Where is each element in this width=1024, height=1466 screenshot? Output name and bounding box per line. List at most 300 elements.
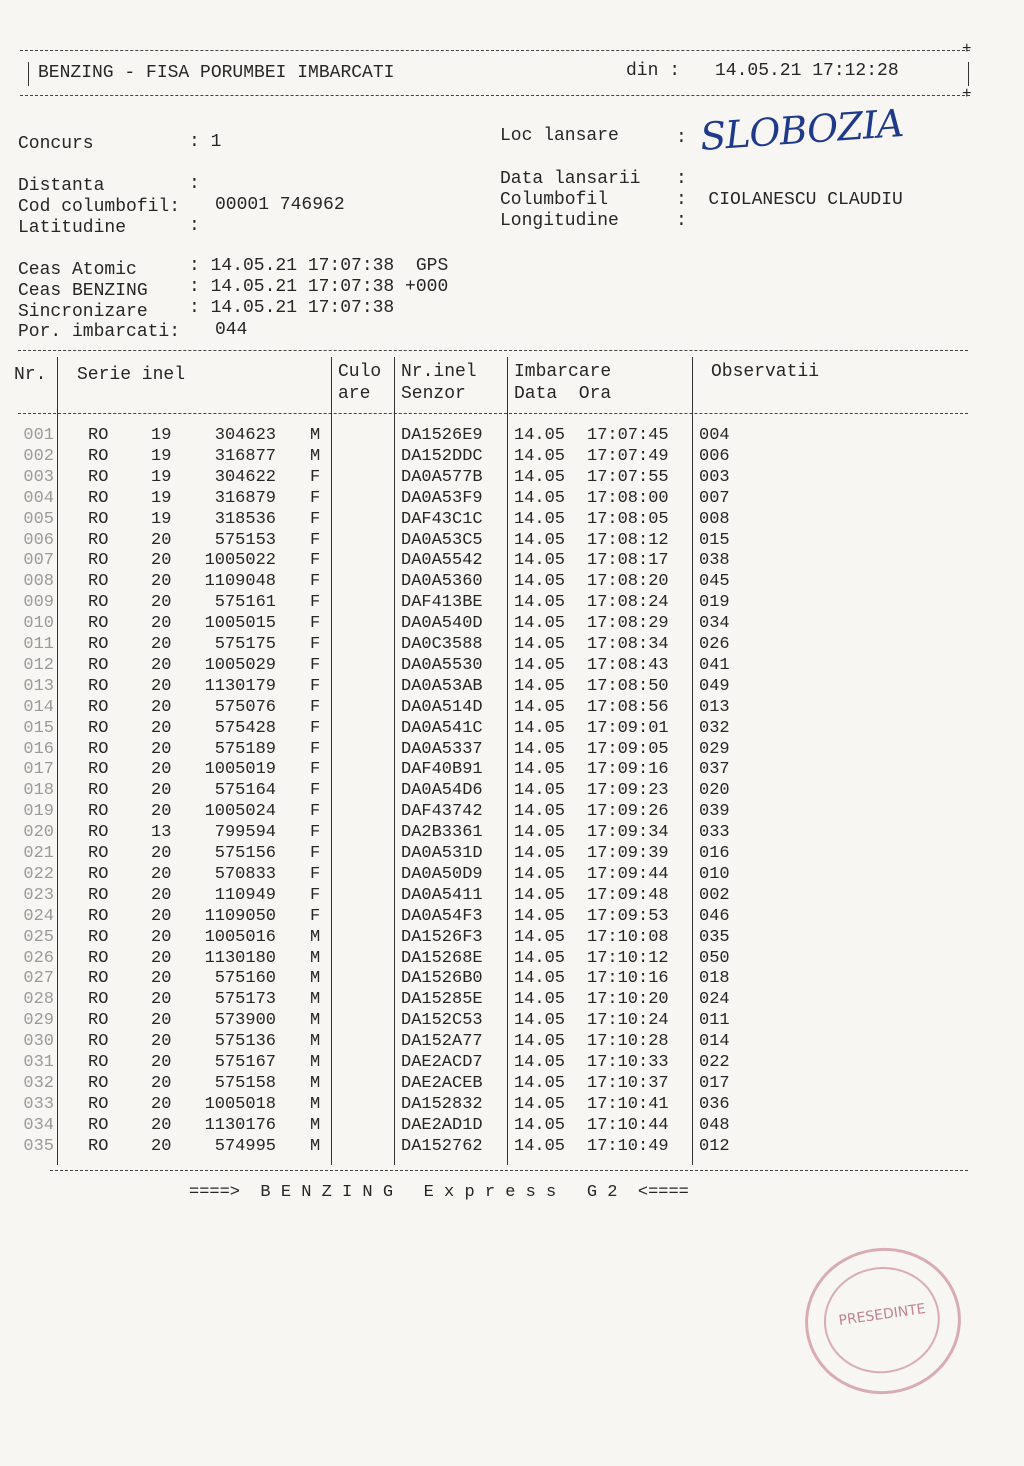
row-year: 20 <box>151 906 172 926</box>
ceas-benzing-label: Ceas BENZING <box>18 281 148 301</box>
stamp-text: PRESEDINTE <box>837 1301 927 1330</box>
row-observation: 045 <box>699 572 730 592</box>
row-sex: F <box>310 551 321 571</box>
row-year: 20 <box>151 1073 172 1093</box>
row-country: RO <box>88 1011 109 1031</box>
row-sex: M <box>310 990 321 1010</box>
row-date: 14.05 <box>514 676 566 696</box>
row-observation: 049 <box>699 676 730 696</box>
row-year: 20 <box>151 802 172 822</box>
row-country: RO <box>88 593 109 613</box>
row-country: RO <box>88 467 109 487</box>
row-country: RO <box>88 1094 109 1114</box>
row-sex: M <box>310 1032 321 1052</box>
table-row <box>0 907 1024 928</box>
row-year: 20 <box>151 1136 172 1156</box>
row-time: 17:08:05 <box>587 509 669 529</box>
cod-columbofil-label: Cod columbofil: <box>18 197 181 217</box>
row-number: 035 <box>23 1136 54 1156</box>
row-sex: M <box>310 948 321 968</box>
row-time: 17:08:17 <box>587 551 669 571</box>
row-number: 006 <box>23 530 54 550</box>
row-number: 007 <box>23 551 54 571</box>
por-imbarcati-label: Por. imbarcati: <box>18 322 181 342</box>
row-observation: 032 <box>699 718 730 738</box>
row-ring-number: 318536 <box>214 509 276 529</box>
row-date: 14.05 <box>514 635 566 654</box>
table-row <box>0 531 1024 552</box>
table-row <box>0 949 1024 970</box>
row-sensor-id: DA0A541C <box>401 718 483 738</box>
row-date: 14.05 <box>514 655 566 675</box>
table-row <box>0 551 1024 572</box>
row-year: 19 <box>151 509 172 529</box>
row-sensor-id: DAE2AD1D <box>401 1115 483 1135</box>
row-observation: 003 <box>699 467 730 487</box>
table-row <box>0 719 1024 740</box>
table-row <box>0 426 1024 447</box>
row-observation: 010 <box>699 864 730 884</box>
row-ring-number: 575161 <box>214 593 276 613</box>
row-sex: M <box>310 1073 321 1093</box>
table-row <box>0 1053 1024 1074</box>
header-top-corner: + <box>962 40 972 58</box>
row-country: RO <box>88 864 109 884</box>
row-number: 012 <box>23 655 54 675</box>
row-year: 20 <box>151 572 172 592</box>
row-country: RO <box>88 927 109 947</box>
row-year: 20 <box>151 864 172 884</box>
row-sex: M <box>310 426 321 445</box>
row-date: 14.05 <box>514 446 566 466</box>
row-country: RO <box>88 781 109 801</box>
row-date: 14.05 <box>514 969 566 989</box>
row-number: 003 <box>23 467 54 487</box>
row-year: 20 <box>151 1011 172 1031</box>
table-row <box>0 760 1024 781</box>
row-year: 20 <box>151 1094 172 1114</box>
row-country: RO <box>88 802 109 822</box>
row-time: 17:09:05 <box>587 739 669 759</box>
row-sex: F <box>310 467 321 487</box>
ceas-benzing-value: : 14.05.21 17:07:38 +000 <box>189 277 449 297</box>
row-sensor-id: DA15285E <box>401 990 483 1010</box>
row-sex: F <box>310 760 321 780</box>
row-number: 025 <box>23 927 54 947</box>
row-number: 013 <box>23 676 54 696</box>
row-sex: F <box>310 781 321 801</box>
row-time: 17:10:41 <box>587 1094 669 1114</box>
printed-at-label: din : <box>626 61 681 81</box>
row-country: RO <box>88 948 109 968</box>
row-country: RO <box>88 718 109 738</box>
row-ring-number: 575160 <box>214 969 276 989</box>
row-date: 14.05 <box>514 990 566 1010</box>
row-number: 028 <box>23 990 54 1010</box>
row-number: 032 <box>23 1073 54 1093</box>
row-ring-number: 1109048 <box>204 572 276 592</box>
row-ring-number: 1130176 <box>204 1115 276 1135</box>
association-stamp <box>796 1238 971 1404</box>
row-year: 20 <box>151 948 172 968</box>
row-ring-number: 1130180 <box>204 948 276 968</box>
row-date: 14.05 <box>514 697 566 717</box>
col-header-nrinel-1: Nr.inel <box>401 362 477 382</box>
row-observation: 020 <box>699 781 730 801</box>
row-time: 17:09:39 <box>587 844 669 863</box>
row-date: 14.05 <box>514 802 566 822</box>
footer-brand: ====> B E N Z I N G E x p r e s s G 2 <==== <box>189 1183 689 1202</box>
row-year: 20 <box>151 1032 172 1052</box>
row-country: RO <box>88 1115 109 1135</box>
row-sex: M <box>310 969 321 989</box>
header-bottom-rule <box>20 95 970 96</box>
row-ring-number: 575156 <box>214 844 276 863</box>
row-sensor-id: DA0A514D <box>401 697 483 717</box>
row-number: 024 <box>23 906 54 926</box>
row-time: 17:09:23 <box>587 781 669 801</box>
row-ring-number: 1130179 <box>204 676 276 696</box>
row-year: 20 <box>151 676 172 696</box>
row-observation: 012 <box>699 1136 730 1156</box>
row-sex: F <box>310 885 321 905</box>
row-country: RO <box>88 572 109 592</box>
printed-at-value: 14.05.21 17:12:28 <box>715 61 899 81</box>
row-year: 13 <box>151 823 172 843</box>
document-title: BENZING - FISA PORUMBEI IMBARCATI <box>38 63 395 83</box>
row-country: RO <box>88 614 109 634</box>
row-year: 20 <box>151 990 172 1010</box>
columbofil-label: Columbofil <box>500 190 609 210</box>
row-sensor-id: DA0A540D <box>401 614 483 634</box>
ceas-atomic-value: : 14.05.21 17:07:38 GPS <box>189 256 449 276</box>
row-ring-number: 1005029 <box>204 655 276 675</box>
row-observation: 022 <box>699 1053 730 1072</box>
row-sex: F <box>310 509 321 529</box>
row-ring-number: 1005015 <box>204 614 276 634</box>
row-date: 14.05 <box>514 948 566 968</box>
row-number: 004 <box>23 488 54 508</box>
row-observation: 034 <box>699 614 730 634</box>
row-sensor-id: DA152832 <box>401 1094 483 1114</box>
row-year: 19 <box>151 426 172 445</box>
row-date: 14.05 <box>514 781 566 801</box>
row-number: 019 <box>23 802 54 822</box>
row-date: 14.05 <box>514 885 566 905</box>
row-ring-number: 570833 <box>214 864 276 884</box>
row-observation: 008 <box>699 509 730 529</box>
row-observation: 006 <box>699 446 730 466</box>
row-number: 022 <box>23 864 54 884</box>
row-date: 14.05 <box>514 906 566 926</box>
row-sensor-id: DAF43C1C <box>401 509 483 529</box>
row-observation: 050 <box>699 948 730 968</box>
row-year: 20 <box>151 593 172 613</box>
sincronizare-value: : 14.05.21 17:07:38 <box>189 298 395 318</box>
row-number: 002 <box>23 446 54 466</box>
row-date: 14.05 <box>514 1053 566 1072</box>
row-time: 17:08:29 <box>587 614 669 634</box>
row-country: RO <box>88 655 109 675</box>
row-observation: 041 <box>699 655 730 675</box>
row-time: 17:09:44 <box>587 864 669 884</box>
row-sex: F <box>310 593 321 613</box>
row-year: 20 <box>151 718 172 738</box>
row-number: 009 <box>23 593 54 613</box>
col-header-serie: Serie inel <box>77 365 186 385</box>
row-date: 14.05 <box>514 739 566 759</box>
row-sensor-id: DA0A54D6 <box>401 781 483 801</box>
row-country: RO <box>88 969 109 989</box>
col-header-nr: Nr. <box>14 365 47 385</box>
row-observation: 026 <box>699 635 730 654</box>
row-country: RO <box>88 760 109 780</box>
row-country: RO <box>88 446 109 466</box>
row-date: 14.05 <box>514 760 566 780</box>
row-country: RO <box>88 551 109 571</box>
row-sex: M <box>310 1094 321 1114</box>
row-time: 17:08:50 <box>587 676 669 696</box>
row-sensor-id: DA0A54F3 <box>401 906 483 926</box>
data-lansarii-label: Data lansarii <box>500 169 641 189</box>
row-time: 17:07:55 <box>587 467 669 487</box>
table-row <box>0 447 1024 468</box>
row-country: RO <box>88 885 109 905</box>
col-header-nrinel-2: Senzor <box>401 384 466 404</box>
concurs-label: Concurs <box>18 134 94 154</box>
row-number: 034 <box>23 1115 54 1135</box>
row-observation: 018 <box>699 969 730 989</box>
row-year: 20 <box>151 1053 172 1072</box>
table-row <box>0 635 1024 656</box>
loc-lansare-label: Loc lansare <box>500 126 619 146</box>
row-ring-number: 316877 <box>214 446 276 466</box>
header-right-border <box>968 62 969 86</box>
row-number: 031 <box>23 1053 54 1072</box>
longitudine-label: Longitudine <box>500 211 619 231</box>
row-time: 17:07:49 <box>587 446 669 466</box>
row-date: 14.05 <box>514 593 566 613</box>
row-year: 20 <box>151 739 172 759</box>
row-time: 17:08:43 <box>587 655 669 675</box>
row-sensor-id: DA1526E9 <box>401 426 483 445</box>
row-country: RO <box>88 1073 109 1093</box>
table-row <box>0 781 1024 802</box>
row-number: 030 <box>23 1032 54 1052</box>
row-observation: 039 <box>699 802 730 822</box>
row-number: 014 <box>23 697 54 717</box>
row-year: 20 <box>151 635 172 654</box>
row-sensor-id: DAE2ACD7 <box>401 1053 483 1072</box>
row-country: RO <box>88 530 109 550</box>
header-bottom-corner: + <box>962 85 972 103</box>
row-time: 17:10:44 <box>587 1115 669 1135</box>
table-row <box>0 614 1024 635</box>
row-ring-number: 304622 <box>214 467 276 487</box>
row-ring-number: 575175 <box>214 635 276 654</box>
por-imbarcati-value: 044 <box>215 320 248 340</box>
table-row <box>0 510 1024 531</box>
row-number: 015 <box>23 718 54 738</box>
row-sex: M <box>310 1011 321 1031</box>
row-number: 033 <box>23 1094 54 1114</box>
row-time: 17:07:45 <box>587 426 669 445</box>
row-time: 17:10:37 <box>587 1073 669 1093</box>
row-sensor-id: DA0A53C5 <box>401 530 483 550</box>
row-number: 023 <box>23 885 54 905</box>
row-number: 011 <box>23 635 54 654</box>
table-row <box>0 802 1024 823</box>
row-ring-number: 575189 <box>214 739 276 759</box>
row-observation: 048 <box>699 1115 730 1135</box>
concurs-value: : 1 <box>189 132 222 152</box>
row-country: RO <box>88 823 109 843</box>
row-country: RO <box>88 739 109 759</box>
row-sex: F <box>310 488 321 508</box>
row-ring-number: 575164 <box>214 781 276 801</box>
loc-lansare-colon: : <box>676 128 687 148</box>
row-ring-number: 1109050 <box>204 906 276 926</box>
row-sensor-id: DA0A5542 <box>401 551 483 571</box>
row-sensor-id: DA1526B0 <box>401 969 483 989</box>
row-ring-number: 1005022 <box>204 551 276 571</box>
row-sex: F <box>310 802 321 822</box>
row-sensor-id: DA0A531D <box>401 844 483 863</box>
row-year: 20 <box>151 885 172 905</box>
row-date: 14.05 <box>514 614 566 634</box>
row-date: 14.05 <box>514 1136 566 1156</box>
row-ring-number: 575136 <box>214 1032 276 1052</box>
loc-lansare-handwritten: SLOBOZIA <box>698 100 905 160</box>
row-time: 17:10:08 <box>587 927 669 947</box>
table-top-rule <box>18 350 968 351</box>
table-row <box>0 593 1024 614</box>
table-row <box>0 844 1024 865</box>
row-date: 14.05 <box>514 1073 566 1093</box>
row-time: 17:08:12 <box>587 530 669 550</box>
row-date: 14.05 <box>514 1094 566 1114</box>
row-sex: F <box>310 864 321 884</box>
row-time: 17:10:49 <box>587 1136 669 1156</box>
table-row <box>0 886 1024 907</box>
row-country: RO <box>88 844 109 863</box>
row-sensor-id: DA2B3361 <box>401 823 483 843</box>
table-row <box>0 468 1024 489</box>
row-sensor-id: DA0A53AB <box>401 676 483 696</box>
row-time: 17:08:56 <box>587 697 669 717</box>
longitudine-value: : <box>676 211 687 231</box>
row-time: 17:08:24 <box>587 593 669 613</box>
row-sex: F <box>310 635 321 654</box>
distanta-label: Distanta <box>18 176 105 196</box>
data-lansarii-value: : <box>676 169 687 189</box>
row-sensor-id: DAF413BE <box>401 593 483 613</box>
row-sex: F <box>310 530 321 550</box>
row-year: 20 <box>151 969 172 989</box>
table-row <box>0 1095 1024 1116</box>
row-sex: F <box>310 718 321 738</box>
row-year: 20 <box>151 927 172 947</box>
row-date: 14.05 <box>514 823 566 843</box>
row-ring-number: 575428 <box>214 718 276 738</box>
row-year: 20 <box>151 551 172 571</box>
table-row <box>0 677 1024 698</box>
row-country: RO <box>88 426 109 445</box>
row-country: RO <box>88 635 109 654</box>
row-sensor-id: DA0A5360 <box>401 572 483 592</box>
row-year: 20 <box>151 530 172 550</box>
row-sensor-id: DA0C3588 <box>401 635 483 654</box>
row-sensor-id: DAF43742 <box>401 802 483 822</box>
row-sex: M <box>310 446 321 466</box>
row-ring-number: 575076 <box>214 697 276 717</box>
row-time: 17:09:26 <box>587 802 669 822</box>
row-date: 14.05 <box>514 1011 566 1031</box>
row-observation: 019 <box>699 593 730 613</box>
table-bottom-rule <box>50 1170 968 1171</box>
table-row <box>0 1116 1024 1137</box>
row-year: 20 <box>151 844 172 863</box>
row-sensor-id: DA0A53F9 <box>401 488 483 508</box>
row-sex: F <box>310 614 321 634</box>
row-country: RO <box>88 1032 109 1052</box>
row-number: 027 <box>23 969 54 989</box>
row-ring-number: 1005019 <box>204 760 276 780</box>
row-time: 17:10:12 <box>587 948 669 968</box>
row-date: 14.05 <box>514 551 566 571</box>
row-sensor-id: DA0A577B <box>401 467 483 487</box>
row-year: 20 <box>151 655 172 675</box>
row-ring-number: 1005024 <box>204 802 276 822</box>
row-ring-number: 1005016 <box>204 927 276 947</box>
row-country: RO <box>88 509 109 529</box>
row-year: 20 <box>151 781 172 801</box>
row-number: 026 <box>23 948 54 968</box>
row-number: 021 <box>23 844 54 863</box>
row-sex: F <box>310 844 321 863</box>
row-number: 029 <box>23 1011 54 1031</box>
row-time: 17:09:16 <box>587 760 669 780</box>
row-sex: F <box>310 697 321 717</box>
row-country: RO <box>88 990 109 1010</box>
table-row <box>0 1011 1024 1032</box>
row-date: 14.05 <box>514 467 566 487</box>
row-ring-number: 573900 <box>214 1011 276 1031</box>
table-row <box>0 698 1024 719</box>
row-observation: 013 <box>699 697 730 717</box>
row-year: 19 <box>151 467 172 487</box>
col-header-culoare-2: are <box>338 384 371 404</box>
row-ring-number: 799594 <box>214 823 276 843</box>
row-number: 016 <box>23 739 54 759</box>
row-sex: F <box>310 572 321 592</box>
row-date: 14.05 <box>514 864 566 884</box>
row-sex: F <box>310 676 321 696</box>
row-number: 008 <box>23 572 54 592</box>
row-country: RO <box>88 1053 109 1072</box>
row-observation: 017 <box>699 1073 730 1093</box>
row-ring-number: 575158 <box>214 1073 276 1093</box>
col-header-observatii: Observatii <box>711 362 820 382</box>
row-sensor-id: DAF40B91 <box>401 760 483 780</box>
row-time: 17:10:16 <box>587 969 669 989</box>
table-row <box>0 1074 1024 1095</box>
table-row <box>0 928 1024 949</box>
table-row <box>0 1032 1024 1053</box>
row-observation: 004 <box>699 426 730 445</box>
row-sensor-id: DA152DDC <box>401 446 483 466</box>
row-observation: 035 <box>699 927 730 947</box>
